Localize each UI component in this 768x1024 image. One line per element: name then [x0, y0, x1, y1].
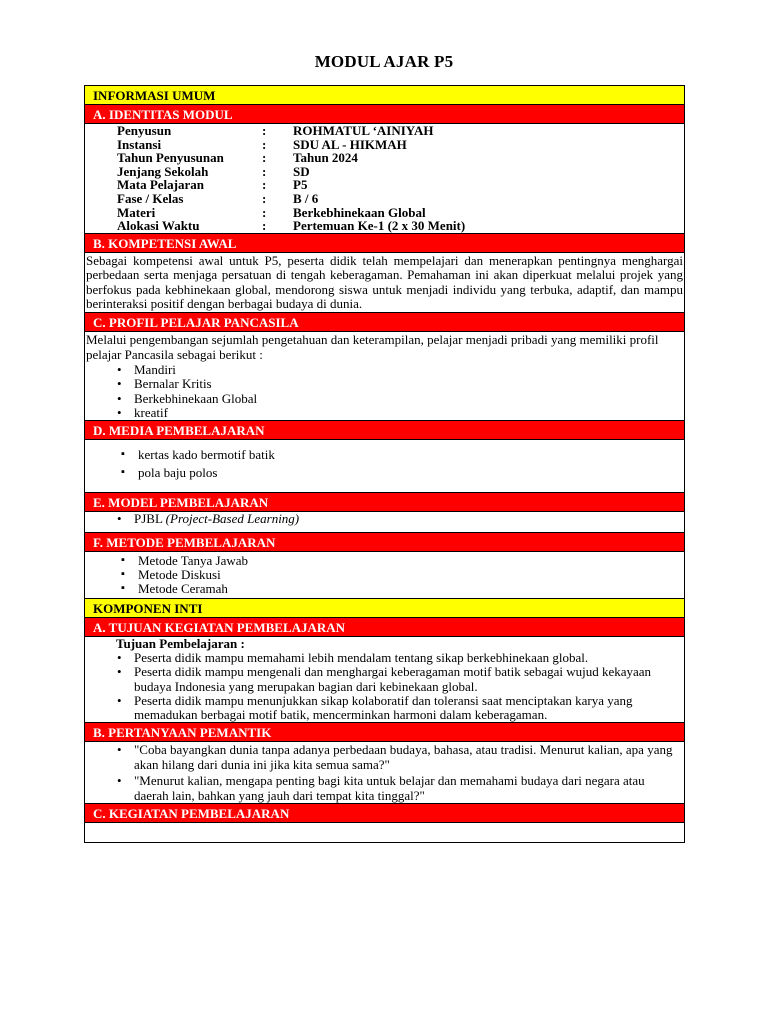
document-title: MODUL AJAR P5: [314, 52, 454, 71]
identitas-value: Berkebhinekaan Global: [293, 204, 426, 220]
section-header-komponen-inti: KOMPONEN INTI: [84, 598, 685, 617]
identitas-key: Instansi: [117, 136, 162, 152]
list-item: • Berkebhinekaan Global: [134, 392, 684, 406]
list-item: ▪ kertas kado bermotif batik: [138, 446, 684, 464]
section-header-kompetensi-awal: B. KOMPETENSI AWAL: [84, 233, 685, 252]
list-item: • Mandiri: [134, 363, 684, 377]
tujuan-subheading: Tujuan Pembelajaran :: [116, 636, 245, 651]
section-header-identitas-modul: A. IDENTITAS MODUL: [84, 104, 685, 123]
list-item: • Peserta didik mampu mengenali dan menghargai keberagaman motif batik sebagai wujud kekayaan budaya Indonesia yang merupakan bagian dari kebinekaan global.: [134, 665, 680, 693]
list-item: ▪ Metode Tanya Jawab: [138, 554, 684, 568]
identitas-key: Alokasi Waktu: [117, 218, 200, 234]
identitas-colon: :: [262, 163, 267, 179]
pertanyaan-block: [84, 741, 685, 803]
kegiatan-block: [84, 822, 685, 843]
section-header-informasi-umum: INFORMASI UMUM: [84, 85, 685, 104]
profil-list: [85, 363, 684, 420]
section-header-model: E. MODEL PEMBELAJARAN: [84, 492, 685, 511]
identitas-value: B / 6: [293, 190, 319, 206]
model-list: [85, 512, 684, 532]
identitas-row: [117, 124, 684, 138]
identitas-colon: :: [262, 123, 267, 138]
tujuan-list: [116, 651, 680, 722]
section-header-tujuan: A. TUJUAN KEGIATAN PEMBELAJARAN: [84, 617, 685, 636]
identitas-colon: :: [262, 150, 267, 166]
model-description: (Project-Based Learning): [165, 511, 300, 526]
identitas-key: Penyusun: [117, 123, 172, 138]
list-item: ▪ Metode Diskusi: [138, 568, 684, 582]
kompetensi-paragraph: Sebagai kompetensi awal untuk P5, peserta didik telah mempelajari dan menerapkan pentingnya menghargai perbedaan serta menjaga persatuan di tengah keberagaman. Pemahaman ini akan diperkuat melalui projek yang berfokus pada kebhinekaan global, mendorong siswa untuk menjadi individu yang terbuka, adaptif, dan mampu berinteraksi positif dengan berbagai budaya di dunia.: [86, 252, 683, 311]
identitas-colon: :: [262, 204, 267, 220]
identitas-row: [117, 192, 684, 206]
list-item: • "Coba bayangkan dunia tanpa adanya perbedaan budaya, bahasa, atau tradisi. Menurut kalian, apa yang akan hilang dari dunia ini jika kita semua sama?": [134, 742, 680, 772]
module-table: [84, 85, 685, 843]
section-header-media: D. MEDIA PEMBELAJARAN: [84, 420, 685, 439]
identitas-colon: :: [262, 177, 267, 193]
identitas-colon: :: [262, 218, 267, 234]
identitas-key: Mata Pelajaran: [117, 177, 205, 193]
media-block: [84, 439, 685, 492]
identitas-colon: :: [262, 190, 267, 206]
metode-list: [85, 552, 684, 598]
list-item: • "Menurut kalian, mengapa penting bagi kita untuk belajar dan memahami budaya dari negara atau daerah lain, bahkan yang jauh dari tempat kita tinggal?": [134, 773, 680, 803]
profil-intro: Melalui pengembangan sejumlah pengetahuan dan keterampilan, pelajar menjadi pribadi yang memiliki profil pelajar Pancasila sebagai berikut :: [86, 332, 659, 362]
metode-block: [84, 551, 685, 598]
identitas-value: Pertemuan Ke-1 (2 x 30 Menit): [293, 218, 466, 234]
identitas-key: Fase / Kelas: [117, 190, 184, 206]
identitas-value: ROHMATUL ‘AINIYAH: [293, 123, 434, 138]
identitas-key: Jenjang Sekolah: [117, 163, 209, 179]
model-name: PJBL: [134, 511, 166, 526]
model-block: [84, 511, 685, 532]
section-header-profil-pelajar: C. PROFIL PELAJAR PANCASILA: [84, 312, 685, 331]
section-header-kegiatan: C. KEGIATAN PEMBELAJARAN: [84, 803, 685, 822]
identitas-block: [84, 123, 685, 233]
identitas-row: [117, 151, 684, 165]
list-item: • Peserta didik mampu menunjukkan sikap kolaboratif dan toleransi saat menciptakan karya yang memadukan berbagai motif batik, mencerminkan harmoni dalam keberagaman.: [134, 694, 680, 722]
list-item: ▪ pola baju polos: [138, 464, 684, 482]
identitas-key: Tahun Penyusunan: [117, 150, 224, 166]
list-item: • Peserta didik mampu memahami lebih mendalam tentang sikap berkebhinekaan global.: [134, 651, 680, 665]
list-item: ▪ Metode Ceramah: [138, 582, 684, 596]
pertanyaan-list: [85, 742, 684, 803]
list-item: [134, 512, 684, 526]
identitas-value: Tahun 2024: [293, 150, 358, 166]
list-item: • Bernalar Kritis: [134, 377, 684, 391]
profil-block: [84, 331, 685, 420]
identitas-row: [117, 219, 684, 233]
identitas-value: SDU AL - HIKMAH: [293, 136, 407, 152]
section-header-pertanyaan: B. PERTANYAAN PEMANTIK: [84, 722, 685, 741]
identitas-row: [117, 206, 684, 220]
identitas-row: [117, 165, 684, 179]
tujuan-block: [84, 636, 685, 722]
identitas-row: [117, 178, 684, 192]
list-item: • kreatif: [134, 406, 684, 420]
identitas-value: SD: [293, 163, 310, 179]
identitas-colon: :: [262, 136, 267, 152]
section-header-metode: F. METODE PEMBELAJARAN: [84, 532, 685, 551]
identitas-value: P5: [293, 177, 308, 193]
identitas-key: Materi: [117, 204, 156, 220]
identitas-row: [117, 138, 684, 152]
media-list: [85, 440, 684, 492]
